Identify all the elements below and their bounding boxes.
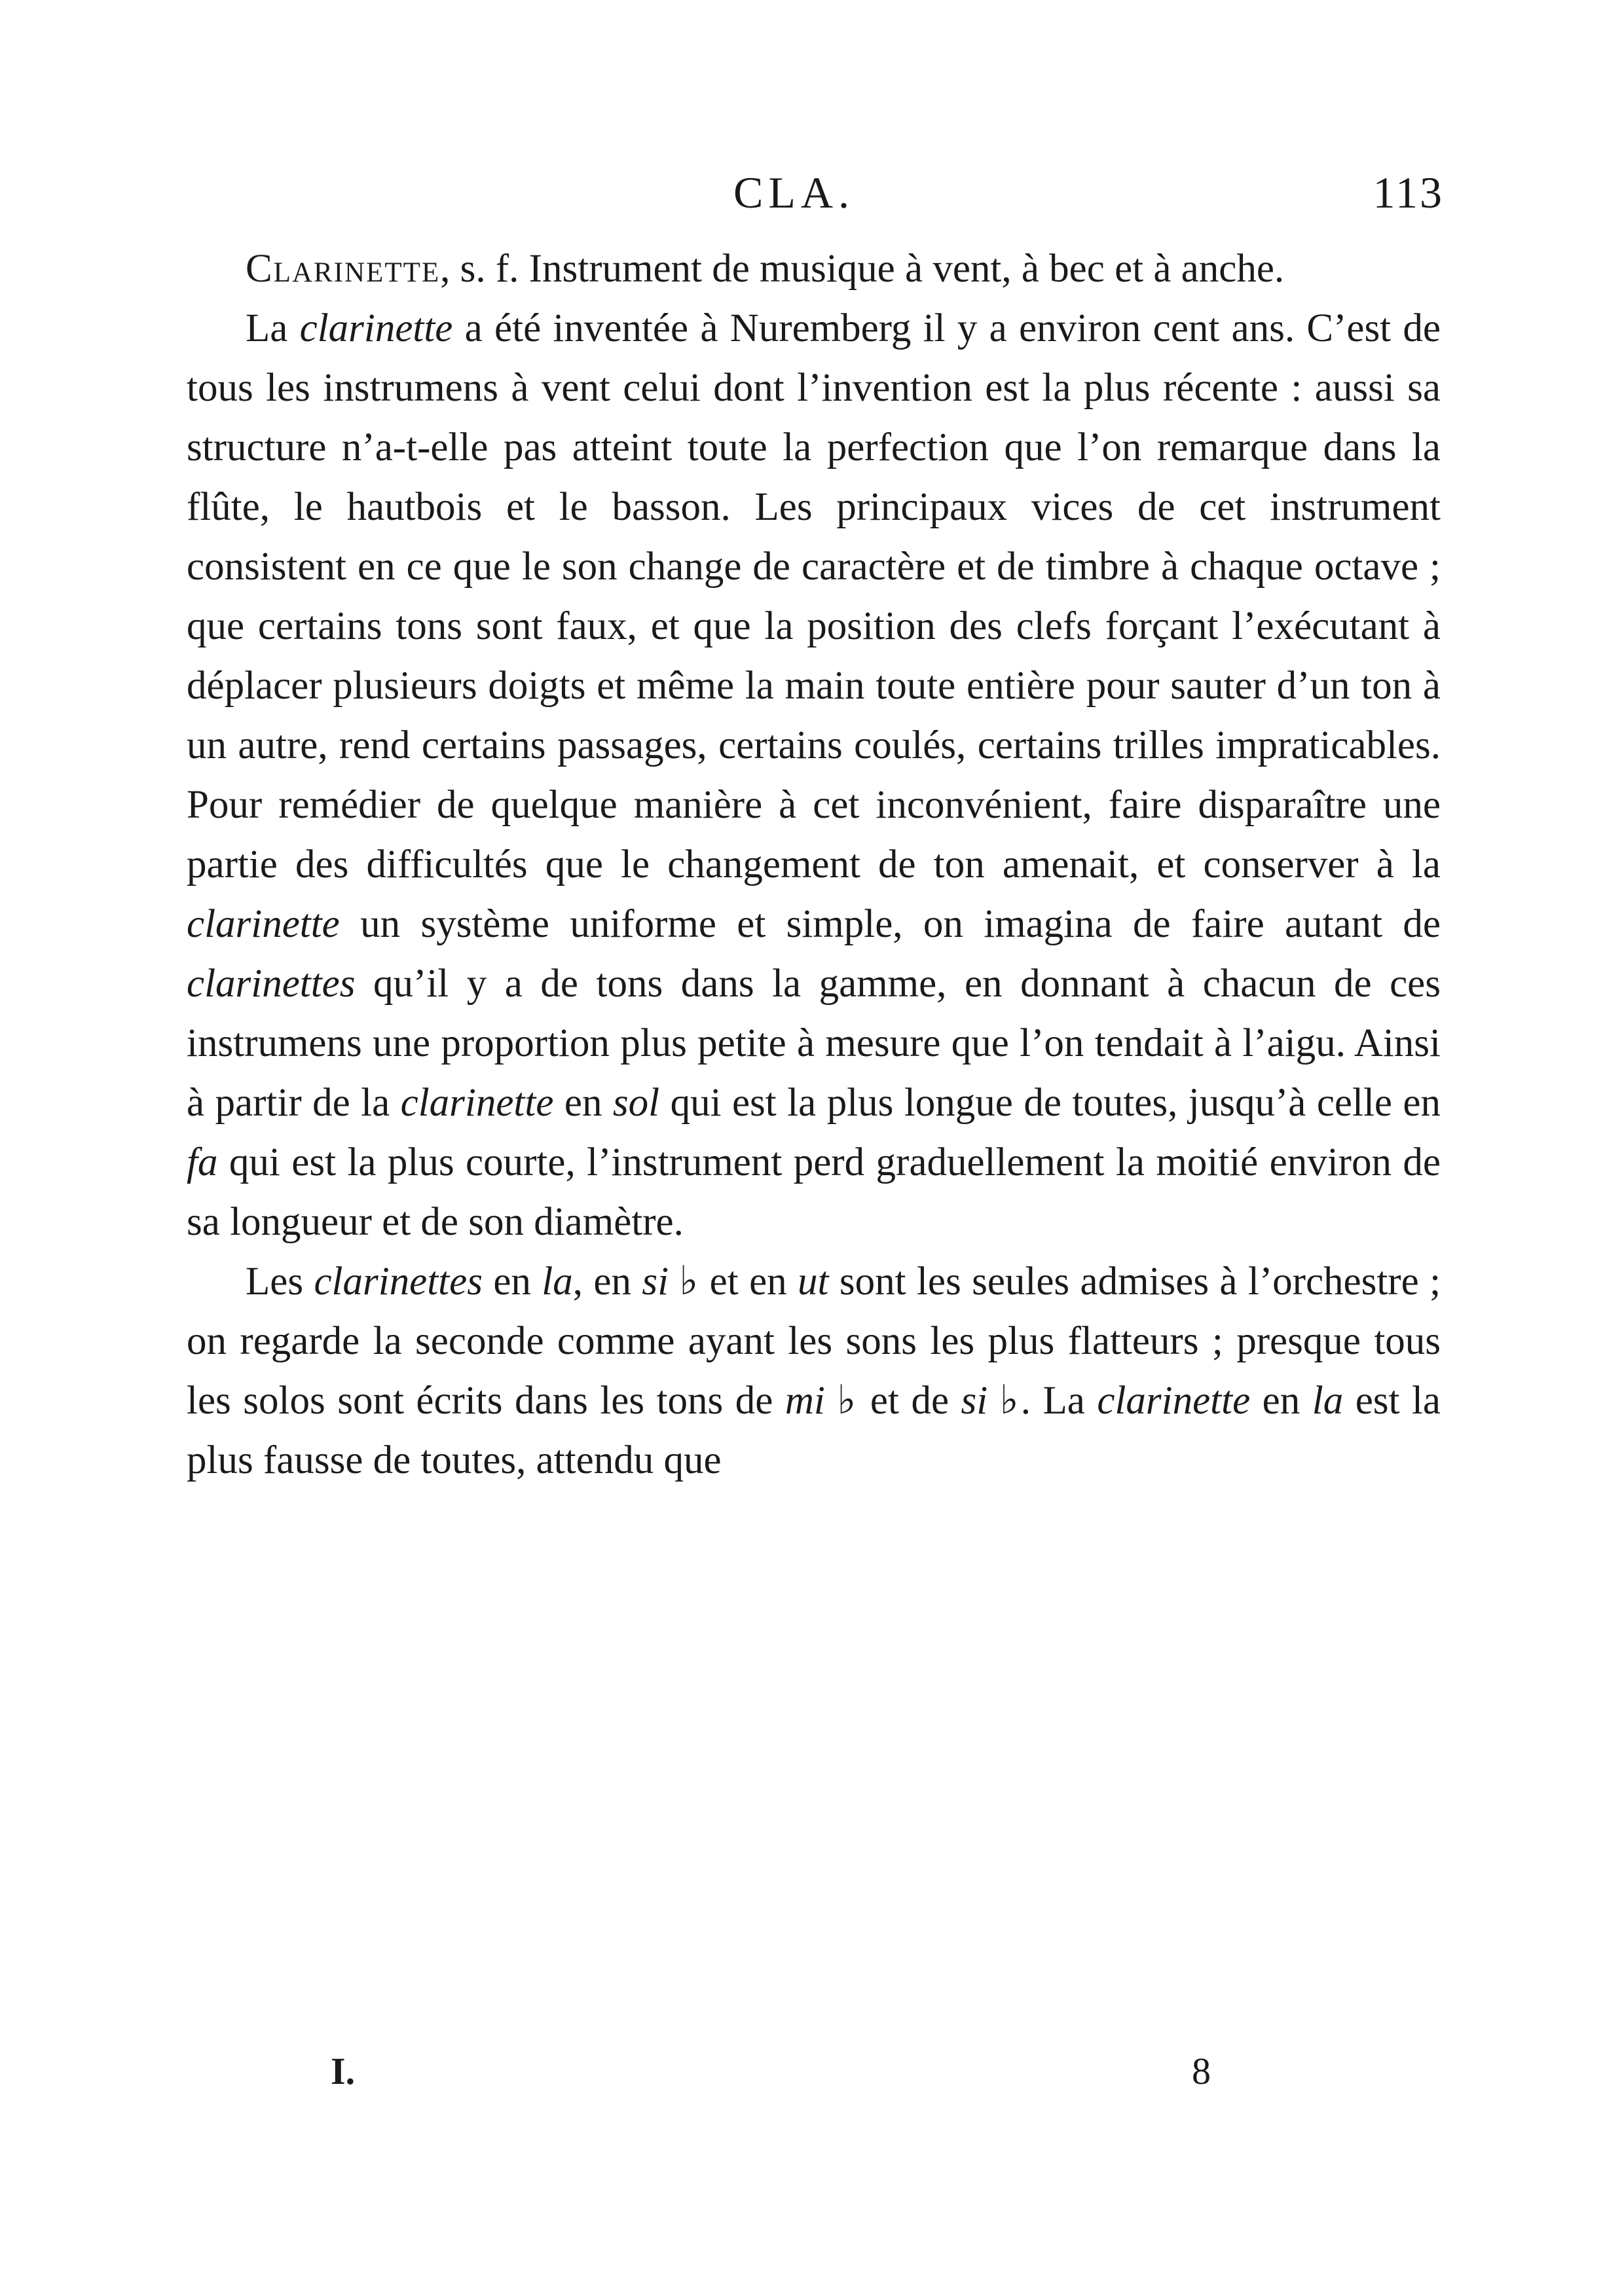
gathering-mark: 8 xyxy=(1192,2050,1211,2092)
paragraph-history xyxy=(187,299,1441,1252)
headword: Clarinette xyxy=(246,247,441,291)
text-run: qui est la plus courte, l’instrument perd graduellement la moitié environ de sa longueur et de son diamètre. xyxy=(187,1140,1441,1244)
entry-definition: , s. f. Instrument de musique à vent, à bec et à anche. xyxy=(440,247,1285,291)
text-run: qui est la plus longue de toutes, jusqu’à celle en xyxy=(659,1081,1441,1125)
paragraph-orchestra xyxy=(187,1252,1441,1490)
italic-term: ut xyxy=(798,1260,829,1303)
text-run: sont les seules admises à l’orchestre ; on regarde la seconde comme ayant les sons les plus flatteurs ; presque tous les solos sont écrits dans les tons de xyxy=(187,1260,1441,1423)
italic-term: mi xyxy=(784,1379,825,1423)
page-number: 113 xyxy=(1373,168,1444,217)
text-run: , en xyxy=(572,1260,642,1303)
text-run: en xyxy=(1250,1379,1312,1423)
text-run: Les xyxy=(246,1260,314,1303)
italic-term: fa xyxy=(187,1140,218,1184)
italic-term: si xyxy=(642,1260,669,1303)
italic-term: clarinette xyxy=(400,1081,554,1125)
italic-term: clarinette xyxy=(187,902,340,946)
body-text xyxy=(187,239,1441,1490)
page-header xyxy=(183,167,1444,232)
text-run: est la plus fausse de toutes, attendu que xyxy=(187,1379,1441,1482)
volume-signature: I. xyxy=(331,2050,356,2092)
italic-term: clarinette xyxy=(299,306,453,350)
running-head: CLA. xyxy=(733,168,855,217)
italic-term: la xyxy=(1312,1379,1344,1423)
text-run: en xyxy=(553,1081,613,1125)
text-run: ♭ et en xyxy=(669,1260,798,1303)
text-run: ♭ et de xyxy=(824,1379,961,1423)
text-run: ♭. La xyxy=(987,1379,1098,1423)
dictionary-entry xyxy=(187,239,1441,299)
text-run: un système uniforme et simple, on imagina de faire autant de xyxy=(339,902,1441,946)
text-run: qu’il y a de tons dans la gamme, en donnant à chacun de ces instrumens une proportion plus petite à mesure que l’on tendait à l’aigu. Ainsi à partir de la xyxy=(187,962,1441,1125)
text-run: en xyxy=(482,1260,542,1303)
italic-term: clarinettes xyxy=(314,1260,483,1303)
italic-term: clarinette xyxy=(1097,1379,1251,1423)
text-run: a été inventée à Nuremberg il y a environ cent ans. C’est de tous les instrumens à vent celui dont l’invention est la plus récente : aussi sa structure n’a-t-elle pas atteint toute la perfection que l’on remarque dans la flûte, le hautbois et le basson. Les principaux vices de cet instrument consistent en ce que le son change de caractère et de timbre à chaque octave ; que certains tons sont faux, et que la position des clefs forçant l’exécutant à déplacer plusieurs doigts et même la main toute entière pour sauter d’un ton à un autre, rend certains passages, certains coulés, certains trilles impraticables. Pour remédier de quelque manière à cet inconvénient, faire disparaître une partie des difficultés que le changement de ton amenait, et conserver à la xyxy=(187,306,1441,886)
italic-term: sol xyxy=(612,1081,660,1125)
page-footer xyxy=(0,2049,1624,2102)
italic-term: clarinettes xyxy=(187,962,356,1006)
text-run: La xyxy=(246,306,300,350)
italic-term: si xyxy=(961,1379,988,1423)
italic-term: la xyxy=(542,1260,573,1303)
